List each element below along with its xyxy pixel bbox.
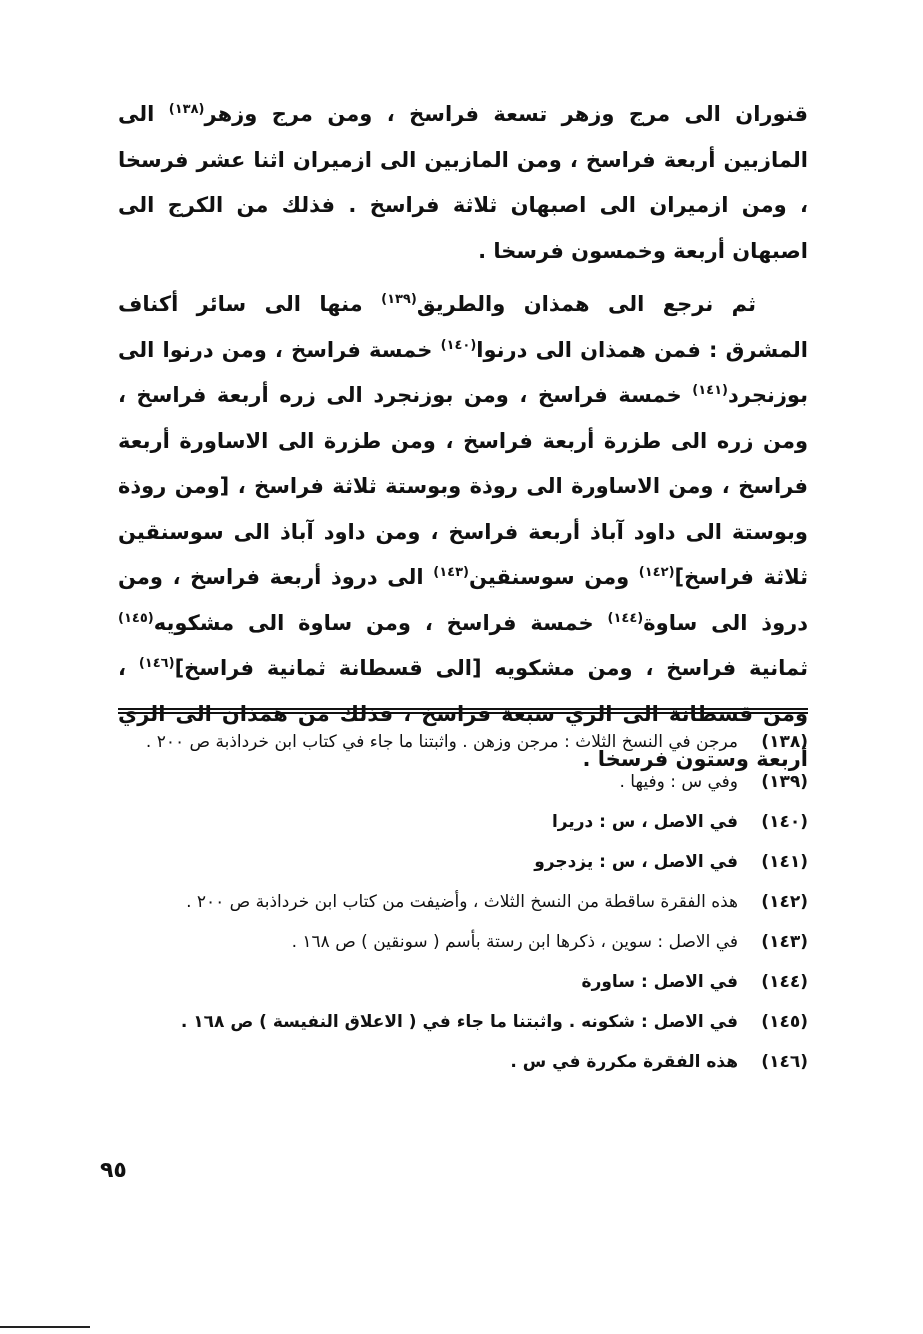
paragraph-2-text: منها الى سائر أكناف المشرق : فمن همذان الى درنوا bbox=[118, 292, 809, 362]
footnote-145 bbox=[118, 1005, 808, 1039]
footnote-ref-141: (١٤١) bbox=[692, 383, 728, 398]
footnote-143 bbox=[118, 925, 808, 959]
footnote-141 bbox=[118, 845, 808, 879]
paragraph-1-text: الى المازبين أربعة فراسخ ، ومن المازبين الى ازميران اثنا عشر فرسخا ، ومن ازميران الى اصبهان ثلاثة فراسخ . فذلك من الكرج الى اصبهان أربعة وخمسون فرسخا . bbox=[118, 102, 808, 263]
footnote-text: هذه الفقرة ساقطة من النسخ الثلاث ، وأضيفت من كتاب ابن خرداذبة ص ٢٠٠ . bbox=[186, 892, 738, 912]
footnote-number: (١٤٥) bbox=[761, 1012, 808, 1032]
paragraph-2-text: ثمانية فراسخ ، ومن مشكويه [الى قسطانة ثمانية فراسخ] bbox=[174, 656, 809, 680]
footnote-138 bbox=[118, 725, 808, 759]
footnote-number: (١٤٢) bbox=[761, 892, 808, 912]
footnote-ref-144: (١٤٤) bbox=[607, 610, 644, 626]
footnote-number: (١٤٦) bbox=[761, 1052, 808, 1072]
footnote-number: (١٤٣) bbox=[761, 932, 808, 952]
footnote-number: (١٣٩) bbox=[761, 772, 808, 792]
footnote-142 bbox=[118, 885, 808, 919]
footnote-ref-138: (١٣٨) bbox=[168, 102, 205, 117]
footnotes bbox=[118, 725, 808, 1085]
footnote-144 bbox=[118, 965, 808, 999]
footnote-text: في الاصل : سوين ، ذكرها ابن رستة بأسم ( سونقين ) ص ١٦٨ . bbox=[291, 932, 738, 952]
footnote-text: هذه الفقرة مكررة في س . bbox=[510, 1052, 738, 1072]
paragraph-2-text: الى دروذ أربعة فراسخ ، ومن دروذ الى ساوة bbox=[118, 565, 808, 635]
footnote-text: في الاصل ، س : دريرا bbox=[551, 812, 738, 832]
main-text bbox=[118, 92, 808, 783]
footnote-text: مرجن في النسخ الثلاث : مرجن وزهن . واثبتنا ما جاء في كتاب ابن خرداذبة ص ٢٠٠ . bbox=[145, 732, 738, 752]
footnote-number: (١٤٠) bbox=[761, 812, 808, 832]
footnote-ref-140: (١٤٠) bbox=[440, 337, 477, 353]
footnote-ref-146: (١٤٦) bbox=[138, 656, 175, 671]
footnote-text: في الاصل : شكونه . واثبتنا ما جاء في ( الاعلاق النفيسة ) ص ١٦٨ . bbox=[180, 1012, 738, 1032]
paragraph-2-text: خمسة فراسخ ، ومن درنوا الى بوزنجرد bbox=[118, 337, 808, 407]
footnote-number: (١٤١) bbox=[761, 852, 808, 872]
footnote-text: في الاصل ، س : يزدجرو bbox=[534, 852, 738, 872]
footnote-ref-145: (١٤٥) bbox=[118, 610, 154, 626]
paragraph-2-text: ، ومن قسطانة الى الري سبعة فراسخ ، فذلك من همذان الى الري أربعة وستون فرسخا . bbox=[118, 656, 808, 771]
paragraph-1 bbox=[118, 92, 808, 274]
footnote-ref-139: (١٣٩) bbox=[381, 292, 417, 307]
page-number: ٩٥ bbox=[100, 1158, 127, 1183]
footnote-ref-143: (١٤٣) bbox=[433, 565, 469, 580]
scan-edge-mark bbox=[0, 1326, 90, 1328]
footnote-ref-142: (١٤٢) bbox=[638, 565, 675, 580]
footnote-number: (١٤٤) bbox=[761, 972, 808, 992]
footnote-140 bbox=[118, 805, 808, 839]
paragraph-2-text: خمسة فراسخ ، ومن بوزنجرد الى زره أربعة فراسخ ، ومن زره الى طزرة أربعة فراسخ ، ومن طزرة الى الاساورة أربعة فراسخ ، ومن الاساورة الى روذة وبوستة ثلاثة فراسخ ، [ومن روذة وبوستة الى داود آباذ أربعة فراسخ ، ومن داود آباذ الى سوسنقين ثلاثة فراسخ] bbox=[118, 383, 808, 589]
footnote-text: وفي س : وفيها . bbox=[619, 772, 738, 792]
footnote-number: (١٣٨) bbox=[761, 732, 808, 752]
paragraph-1-text: قنوران الى مرج وزهر تسعة فراسخ ، ومن مرج وزهر bbox=[204, 102, 809, 126]
paragraph-2-text: خمسة فراسخ ، ومن ساوة الى مشكويه bbox=[153, 610, 608, 635]
footnote-139 bbox=[118, 765, 808, 799]
footnote-146 bbox=[118, 1045, 808, 1079]
paragraph-2-text: ومن سوسنقين bbox=[468, 565, 639, 589]
footnote-divider bbox=[118, 708, 808, 714]
footnote-text: في الاصل : ساورة bbox=[581, 972, 738, 992]
paragraph-2-text: ثم نرجع الى همذان والطريق bbox=[416, 292, 756, 316]
